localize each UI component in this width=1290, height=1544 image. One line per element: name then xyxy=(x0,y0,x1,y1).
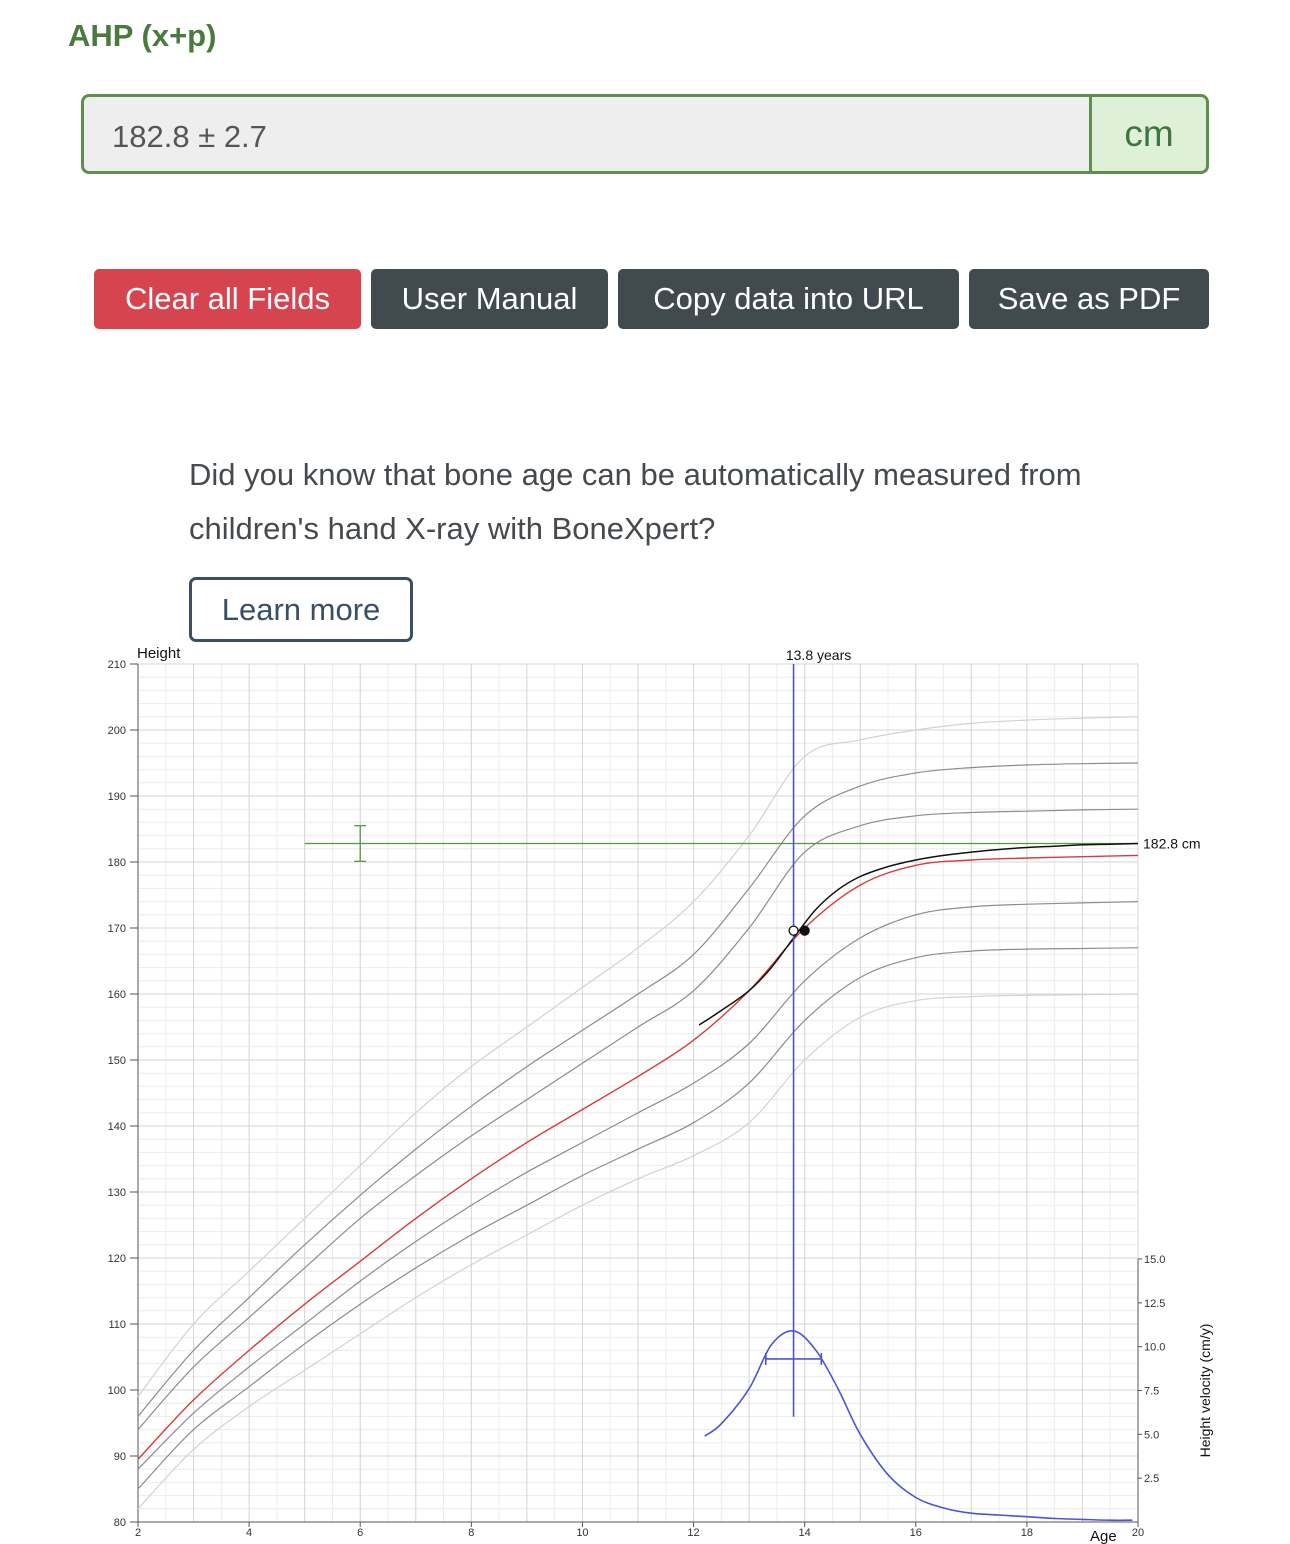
velocity-axis-title: Height velocity (cm/y) xyxy=(1197,1323,1213,1458)
patient-growth-curve xyxy=(699,844,1138,1026)
velocity-tick-label: 5.0 xyxy=(1144,1429,1160,1442)
ahp-title: AHP (x+p) xyxy=(68,18,217,53)
growth-chart xyxy=(0,640,1290,1544)
y-tick-label: 140 xyxy=(107,1121,126,1133)
bone-age-label: 13.8 years xyxy=(785,647,852,663)
ahp-value-label: 182.8 cm xyxy=(1143,835,1201,852)
ahp-result-field[interactable]: 182.8 ± 2.7 xyxy=(81,94,1089,174)
y-tick-label: 80 xyxy=(113,1517,126,1529)
measurement-point-filled[interactable] xyxy=(800,926,809,935)
x-tick-label: 8 xyxy=(468,1527,475,1539)
y-axis-title: Height xyxy=(137,645,181,662)
y-tick-label: 200 xyxy=(107,725,126,737)
user-manual-button[interactable]: User Manual xyxy=(371,269,608,329)
y-tick-label: 130 xyxy=(107,1187,126,1199)
y-tick-label: 180 xyxy=(107,857,126,869)
velocity-tick-label: 2.5 xyxy=(1144,1473,1160,1486)
y-tick-label: 190 xyxy=(107,791,126,803)
velocity-tick-label: 12.5 xyxy=(1144,1297,1166,1310)
learn-more-button[interactable]: Learn more xyxy=(189,577,413,642)
y-tick-label: 150 xyxy=(107,1055,126,1067)
save-pdf-button[interactable]: Save as PDF xyxy=(969,269,1209,329)
x-axis-title: Age xyxy=(1090,1528,1117,1544)
y-tick-label: 90 xyxy=(113,1451,126,1463)
y-tick-label: 210 xyxy=(107,659,126,671)
x-tick-label: 20 xyxy=(1131,1527,1145,1539)
x-tick-label: 6 xyxy=(357,1527,364,1539)
velocity-tick-label: 7.5 xyxy=(1144,1385,1160,1398)
x-tick-label: 4 xyxy=(246,1527,253,1539)
y-tick-label: 120 xyxy=(107,1253,126,1265)
measurement-point-open[interactable] xyxy=(789,926,798,935)
y-tick-label: 170 xyxy=(107,923,126,935)
bonexpert-promo-text: Did you know that bone age can be automatically measured from children's hand X-ray with BoneXpert? xyxy=(189,457,1082,546)
unit-addon: cm xyxy=(1089,94,1209,174)
y-tick-label: 160 xyxy=(107,989,126,1001)
ahp-result-group xyxy=(81,94,1209,174)
velocity-tick-label: 10.0 xyxy=(1144,1341,1166,1354)
x-tick-label: 2 xyxy=(134,1527,142,1539)
clear-all-button[interactable]: Clear all Fields xyxy=(94,269,361,329)
x-tick-label: 10 xyxy=(576,1527,589,1539)
x-tick-label: 12 xyxy=(687,1527,700,1539)
x-tick-label: 16 xyxy=(909,1527,922,1539)
x-tick-label: 18 xyxy=(1020,1527,1034,1539)
x-tick-label: 14 xyxy=(798,1527,811,1539)
y-tick-label: 110 xyxy=(108,1319,126,1331)
velocity-tick-label: 15.0 xyxy=(1144,1254,1166,1266)
copy-url-button[interactable]: Copy data into URL xyxy=(618,269,959,329)
y-tick-label: 100 xyxy=(107,1385,126,1397)
